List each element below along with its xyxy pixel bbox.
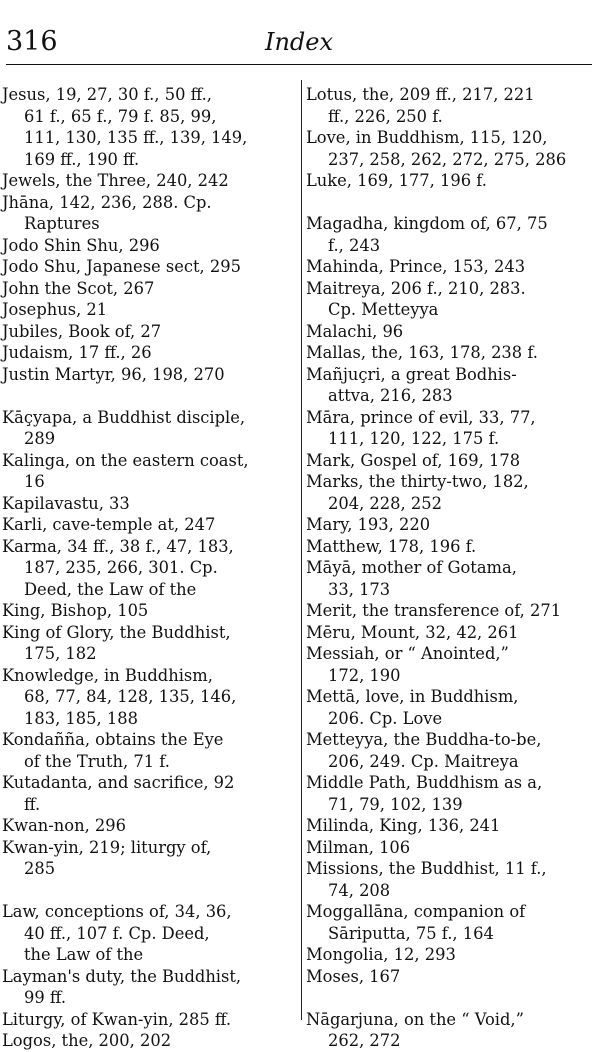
page-number: 316 — [6, 26, 58, 57]
index-entry-continuation: 40 ff., 107 f. Cp. Deed, — [24, 923, 210, 943]
index-entry — [4, 536, 290, 601]
index-entry-heading: Jodo Shin Shu, 296 — [2, 235, 160, 255]
index-entry-heading: Justin Martyr, 96, 198, 270 — [2, 364, 225, 384]
index-entry — [4, 235, 290, 257]
index-entry — [4, 1009, 290, 1031]
index-entry — [4, 84, 290, 170]
index-entry — [4, 837, 290, 880]
index-entry-heading: Kutadanta, and sacrifice, 92 — [2, 773, 235, 792]
index-entry-continuation: 169 ff., 190 ff. — [24, 149, 140, 169]
index-column-right — [308, 84, 594, 1052]
index-entry-continuation: 206, 249. Cp. Maitreya — [328, 751, 519, 771]
index-entry-continuation: Deed, the Law of the — [24, 579, 197, 599]
index-entry — [308, 256, 594, 278]
index-entry — [308, 643, 594, 686]
index-entry-heading: Milinda, King, 136, 241 — [306, 816, 501, 835]
index-entry — [4, 600, 290, 622]
index-entry — [4, 342, 290, 364]
index-entry-continuation: 204, 228, 252 — [328, 493, 442, 513]
index-entry-continuation: of the Truth, 71 f. — [24, 751, 170, 771]
index-entry-continuation: 61 f., 65 f., 79 f. 85, 99, — [24, 106, 217, 126]
index-entry-heading: Liturgy, of Kwan-yin, 285 ff. — [2, 1009, 232, 1029]
index-entry-heading: Malachi, 96 — [306, 321, 404, 341]
running-title: Index — [264, 28, 334, 56]
index-entry-heading: Logos, the, 200, 202 — [2, 1031, 172, 1050]
index-entry — [308, 364, 594, 407]
index-entry — [4, 364, 290, 386]
page-header — [6, 26, 592, 62]
index-entry-heading: Merit, the transference of, 271 — [306, 601, 562, 620]
index-entry-continuation: 285 — [24, 859, 56, 878]
index-entry — [4, 170, 290, 192]
index-entry — [4, 772, 290, 815]
index-entry-continuation: 172, 190 — [328, 665, 401, 685]
index-entry-heading: Milman, 106 — [306, 837, 411, 857]
index-entry — [308, 536, 594, 558]
index-entry-continuation: attva, 216, 283 — [328, 386, 453, 405]
index-entry-continuation: 237, 258, 262, 272, 275, 286 — [328, 149, 567, 169]
index-entry-continuation: 74, 208 — [328, 880, 391, 900]
index-entry-continuation: Raptures — [24, 214, 100, 233]
index-entry-heading: Mary, 193, 220 — [306, 515, 431, 534]
index-entry-continuation: Cp. Metteyya — [328, 300, 439, 319]
index-entry — [4, 493, 290, 515]
index-entry — [4, 622, 290, 665]
index-entry-heading: King of Glory, the Buddhist, — [2, 622, 231, 642]
index-entry-heading: Kalinga, on the eastern coast, — [2, 450, 249, 470]
index-entry — [4, 450, 290, 493]
index-entry — [308, 321, 594, 343]
section-gap — [308, 987, 594, 1009]
index-entry-heading: Jodo Shu, Japanese sect, 295 — [2, 257, 241, 276]
section-gap — [4, 385, 290, 407]
index-entry-heading: Mañjuçri, a great Bodhis- — [306, 364, 517, 384]
index-entry — [4, 966, 290, 1009]
index-entry-heading: Metteyya, the Buddha-to-be, — [306, 730, 542, 749]
index-entry-continuation: f., 243 — [328, 235, 381, 255]
index-entry — [4, 514, 290, 536]
index-entry-heading: Knowledge, in Buddhism, — [2, 665, 213, 685]
index-entry-heading: Karma, 34 ff., 38 f., 47, 183, — [2, 536, 234, 556]
header-rule — [6, 64, 592, 65]
index-entry-heading: Mallas, the, 163, 178, 238 f. — [306, 343, 538, 362]
index-entry-heading: Luke, 169, 177, 196 f. — [306, 171, 487, 190]
index-entry — [308, 858, 594, 901]
index-entry — [308, 600, 594, 622]
index-entry-continuation: 183, 185, 188 — [24, 708, 138, 728]
index-entry — [4, 1030, 290, 1052]
index-entry — [308, 815, 594, 837]
index-entry — [308, 514, 594, 536]
index-entry-heading: Kwan-non, 296 — [2, 816, 126, 835]
index-entry — [4, 901, 290, 966]
index-entry-heading: Mongolia, 12, 293 — [306, 945, 456, 964]
index-entry — [4, 729, 290, 772]
index-entry-heading: Māyā, mother of Gotama, — [306, 558, 517, 577]
index-entry-heading: Jubiles, Book of, 27 — [2, 321, 162, 341]
index-entry-heading: Jhāna, 142, 236, 288. Cp. — [2, 192, 212, 212]
index-entry-heading: Matthew, 178, 196 f. — [306, 536, 477, 556]
index-entry-heading: Jesus, 19, 27, 30 f., 50 ff., — [2, 85, 212, 104]
section-gap — [4, 880, 290, 902]
index-entry — [308, 213, 594, 256]
index-entry — [308, 127, 594, 170]
index-entry — [308, 944, 594, 966]
index-entry-continuation: 111, 120, 122, 175 f. — [328, 429, 500, 448]
index-entry — [308, 622, 594, 644]
index-entry-continuation: 71, 79, 102, 139 — [328, 794, 463, 814]
index-entry — [4, 192, 290, 235]
index-entry — [308, 837, 594, 859]
index-entry-heading: Moggallāna, companion of — [306, 902, 526, 921]
index-entry-heading: Mahinda, Prince, 153, 243 — [306, 257, 526, 276]
index-entry-heading: Kāçyapa, a Buddhist disciple, — [2, 407, 246, 427]
index-entry-heading: Lotus, the, 209 ff., 217, 221 — [306, 85, 535, 104]
index-entry-heading: King, Bishop, 105 — [2, 601, 149, 620]
index-entry — [308, 170, 594, 192]
index-entry — [308, 84, 594, 127]
index-entry — [308, 772, 594, 815]
index-entry-heading: Marks, the thirty-two, 182, — [306, 472, 529, 491]
index-entry — [308, 557, 594, 600]
index-entry — [308, 278, 594, 321]
index-entry — [308, 450, 594, 472]
section-gap — [308, 192, 594, 214]
index-entry-heading: John the Scot, 267 — [2, 278, 155, 298]
index-entry-continuation: the Law of the — [24, 945, 144, 964]
index-entry-heading: Love, in Buddhism, 115, 120, — [306, 128, 548, 147]
index-entry — [4, 665, 290, 730]
index-entry-heading: Mēru, Mount, 32, 42, 261 — [306, 622, 519, 642]
index-entry-heading: Law, conceptions of, 34, 36, — [2, 902, 232, 921]
index-entry-continuation: ff., 226, 250 f. — [328, 106, 443, 126]
index-entry-heading: Mettā, love, in Buddhism, — [306, 687, 519, 706]
index-entry-heading: Moses, 167 — [306, 966, 401, 986]
index-entry-continuation: Sāriputta, 75 f., 164 — [328, 923, 494, 943]
index-entry — [308, 729, 594, 772]
index-entry-heading: Kwan-yin, 219; liturgy of, — [2, 837, 212, 857]
index-entry-continuation: 68, 77, 84, 128, 135, 146, — [24, 687, 237, 706]
index-entry-heading: Messiah, or “ Anointed,” — [306, 644, 509, 663]
index-entry — [4, 321, 290, 343]
index-entry-heading: Kapilavastu, 33 — [2, 493, 130, 513]
index-entry — [308, 686, 594, 729]
index-entry-heading: Jewels, the Three, 240, 242 — [2, 171, 229, 190]
index-entry — [4, 256, 290, 278]
index-entry-heading: Middle Path, Buddhism as a, — [306, 773, 543, 792]
index-entry-heading: Missions, the Buddhist, 11 f., — [306, 859, 547, 878]
index-entry-continuation: 16 — [24, 472, 45, 491]
index-entry-heading: Magadha, kingdom of, 67, 75 — [306, 214, 548, 233]
index-entry-heading: Josephus, 21 — [2, 300, 108, 319]
index-entry-continuation: 262, 272 — [328, 1031, 401, 1050]
index-entry-continuation: ff. — [24, 794, 41, 814]
index-entry — [308, 471, 594, 514]
index-entry — [4, 278, 290, 300]
index-entry — [4, 407, 290, 450]
index-entry — [308, 342, 594, 364]
index-entry — [308, 1009, 594, 1052]
index-entry-heading: Layman's duty, the Buddhist, — [2, 966, 242, 986]
index-column-left — [4, 84, 290, 1052]
index-entry-continuation: 206. Cp. Love — [328, 708, 443, 728]
index-entry-continuation: 187, 235, 266, 301. Cp. — [24, 558, 218, 577]
index-entry-heading: Judaism, 17 ff., 26 — [2, 343, 152, 362]
index-entry-heading: Māra, prince of evil, 33, 77, — [306, 407, 536, 427]
index-entry — [308, 407, 594, 450]
index-entry-continuation: 289 — [24, 429, 56, 448]
index-entry-heading: Maitreya, 206 f., 210, 283. — [306, 278, 526, 298]
index-entry — [308, 901, 594, 944]
column-divider — [301, 80, 302, 1020]
index-entry — [4, 299, 290, 321]
index-entry-continuation: 33, 173 — [328, 579, 391, 599]
index-entry-continuation: 111, 130, 135 ff., 139, 149, — [24, 128, 248, 147]
index-entry-heading: Mark, Gospel of, 169, 178 — [306, 450, 521, 470]
index-entry-heading: Kondañña, obtains the Eye — [2, 730, 224, 749]
index-entry — [4, 815, 290, 837]
index-entry-continuation: 175, 182 — [24, 644, 97, 663]
index-entry — [308, 966, 594, 988]
index-entry-heading: Karli, cave-temple at, 247 — [2, 515, 216, 534]
index-entry-continuation: 99 ff. — [24, 988, 67, 1007]
index-entry-heading: Nāgarjuna, on the “ Void,” — [306, 1009, 524, 1029]
